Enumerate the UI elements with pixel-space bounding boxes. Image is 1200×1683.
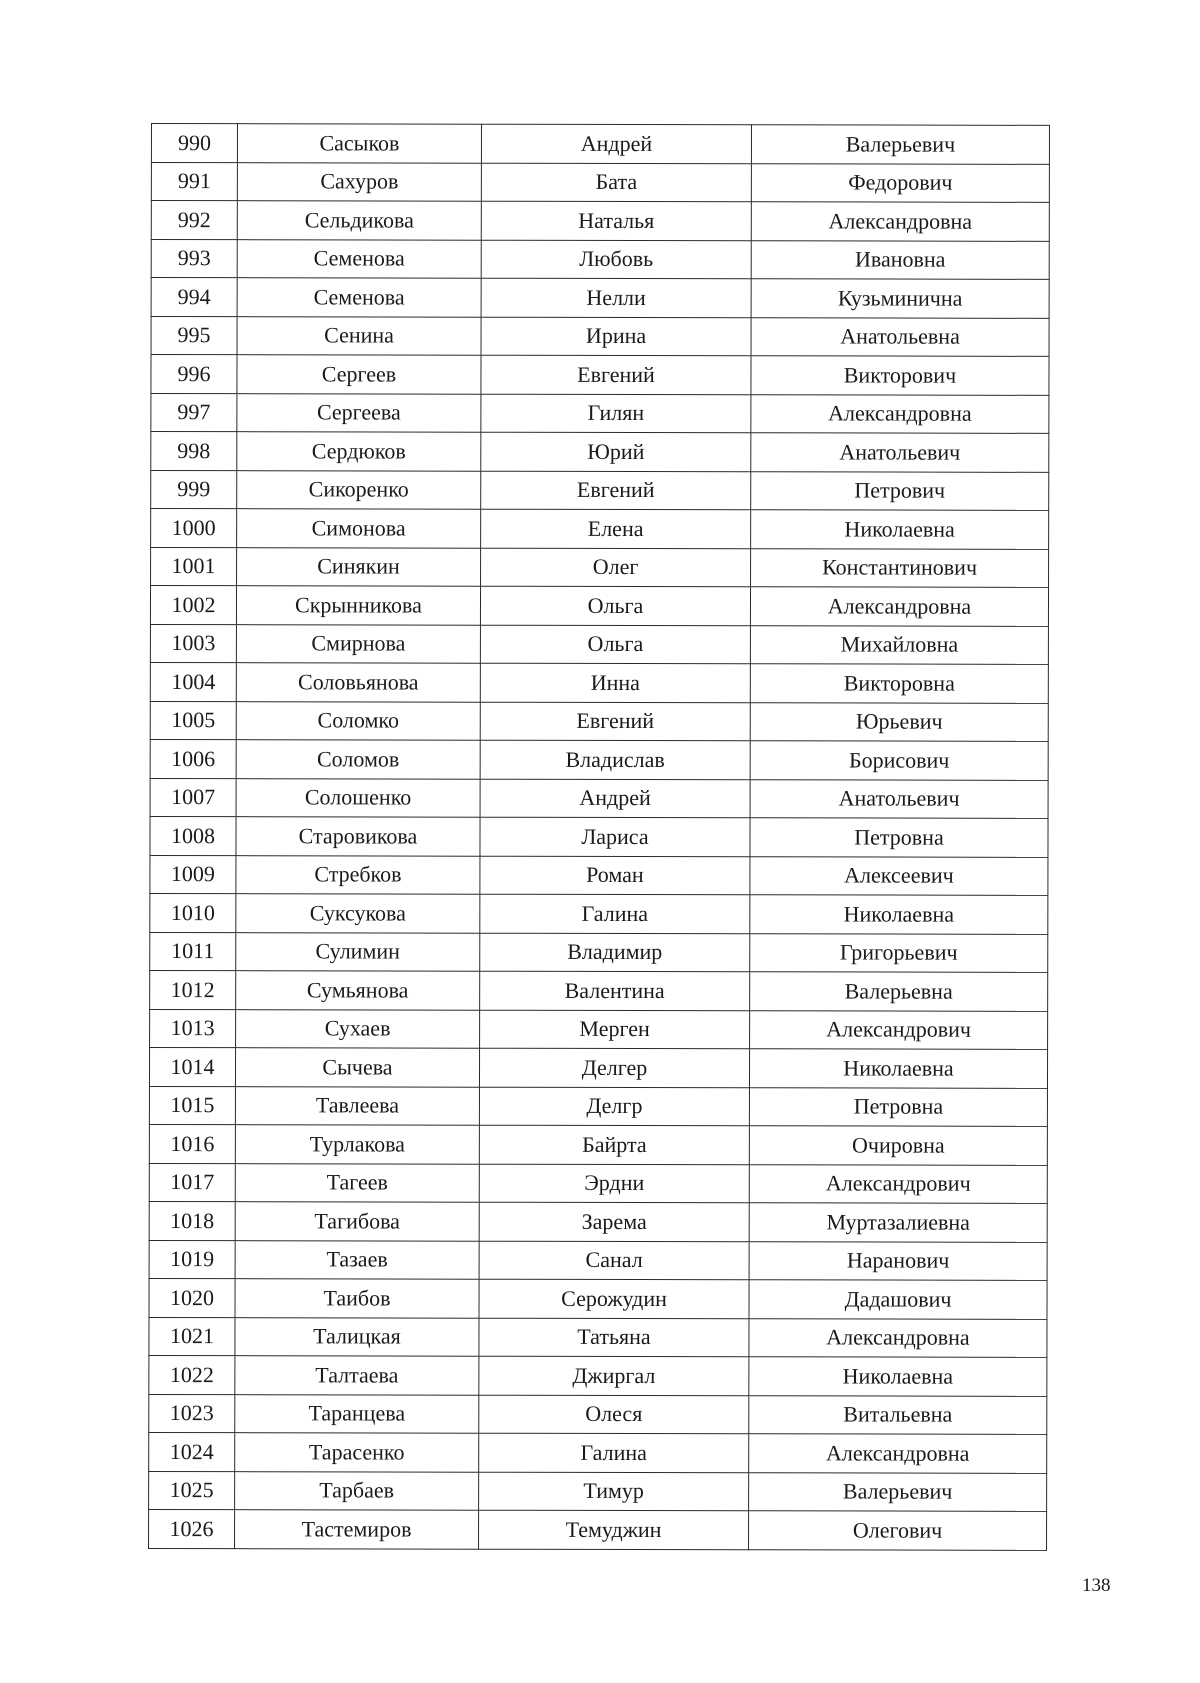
row-number-cell: 1011 [150,932,236,971]
row-number-cell: 999 [151,470,237,509]
table-row [150,893,1048,933]
first-name-cell: Роман [480,856,750,895]
patronymic-cell: Валерьевич [749,1472,1047,1511]
last-name-cell: Талицкая [235,1317,479,1356]
row-number-cell: 1016 [149,1124,235,1163]
last-name-cell: Талтаева [235,1356,479,1395]
last-name-cell: Сахуров [237,162,481,201]
last-name-cell: Таибов [235,1279,479,1318]
first-name-cell: Зарема [479,1202,749,1241]
patronymic-cell: Муртазалиевна [749,1203,1047,1242]
table-row [149,1394,1047,1434]
row-number-cell: 998 [151,432,237,471]
table-row [150,662,1048,702]
row-number-cell: 1015 [149,1086,235,1125]
table-row [151,124,1049,164]
table-row [151,316,1049,356]
table-row [151,201,1049,241]
table-row [149,1163,1047,1203]
row-number-cell: 997 [151,393,237,432]
last-name-cell: Сычева [235,1048,479,1087]
last-name-cell: Сулимин [236,932,480,971]
row-number-cell: 1002 [150,586,236,625]
patronymic-cell: Валерьевич [751,125,1049,164]
last-name-cell: Сумьянова [236,971,480,1010]
patronymic-cell: Очировна [749,1126,1047,1165]
row-number-cell: 1007 [150,778,236,817]
row-number-cell: 1008 [150,816,236,855]
row-number-cell: 1026 [149,1509,235,1548]
row-number-cell: 1019 [149,1240,235,1279]
page-number: 138 [1082,1575,1111,1596]
row-number-cell: 1021 [149,1317,235,1356]
table-row [150,816,1048,856]
table-row [151,509,1049,549]
row-number-cell: 996 [151,355,237,394]
patronymic-cell: Николаевна [749,1357,1047,1396]
patronymic-cell: Константинович [751,548,1049,587]
row-number-cell: 1000 [151,509,237,548]
first-name-cell: Бата [481,163,751,202]
patronymic-cell: Петрович [751,471,1049,510]
row-number-cell: 1020 [149,1278,235,1317]
row-number-cell: 993 [151,239,237,278]
first-name-cell: Ольга [480,586,750,625]
first-name-cell: Темуджин [479,1510,749,1549]
row-number-cell: 1013 [150,1009,236,1048]
table-row [151,432,1049,472]
last-name-cell: Синякин [237,547,481,586]
table-row [151,470,1049,510]
row-number-cell: 1010 [150,893,236,932]
first-name-cell: Гилян [481,394,751,433]
patronymic-cell: Олегович [749,1511,1047,1550]
first-name-cell: Елена [481,509,751,548]
patronymic-cell: Петровна [750,818,1048,857]
patronymic-cell: Борисович [750,741,1048,780]
table-row [149,1509,1047,1549]
patronymic-cell: Александрович [750,1010,1048,1049]
table-row [149,1471,1047,1511]
last-name-cell: Тарбаев [235,1471,479,1510]
row-number-cell: 1004 [150,662,236,701]
patronymic-cell: Анатольевич [751,433,1049,472]
patronymic-cell: Петровна [749,1087,1047,1126]
row-number-cell: 1025 [149,1471,235,1510]
last-name-cell: Турлакова [235,1125,479,1164]
table-row [149,1240,1047,1280]
patronymic-cell: Александровна [749,1434,1047,1473]
first-name-cell: Тимур [479,1472,749,1511]
first-name-cell: Лариса [480,817,750,856]
table-row [149,1201,1047,1241]
patronymic-cell: Анатольевич [750,779,1048,818]
first-name-cell: Байрта [479,1125,749,1164]
table-row [150,739,1048,779]
patronymic-cell: Алексеевич [750,856,1048,895]
table-row [149,1317,1047,1357]
table-row [149,1355,1047,1395]
last-name-cell: Соловьянова [236,663,480,702]
table-row [149,1086,1047,1126]
last-name-cell: Сельдикова [237,201,481,240]
last-name-cell: Тазаев [235,1240,479,1279]
row-number-cell: 1009 [150,855,236,894]
first-name-cell: Галина [479,1433,749,1472]
table-row [150,701,1048,741]
row-number-cell: 1022 [149,1355,235,1394]
last-name-cell: Сергеева [237,393,481,432]
last-name-cell: Сергеев [237,355,481,394]
row-number-cell: 1012 [150,970,236,1009]
table-row [151,547,1049,587]
patronymic-cell: Николаевна [749,1049,1047,1088]
patronymic-cell: Валерьевна [750,972,1048,1011]
last-name-cell: Тарасенко [235,1433,479,1472]
last-name-cell: Старовикова [236,817,480,856]
first-name-cell: Нелли [481,278,751,317]
last-name-cell: Соломко [236,701,480,740]
last-name-cell: Суксукова [236,894,480,933]
row-number-cell: 1014 [149,1047,235,1086]
first-name-cell: Санал [479,1241,749,1280]
last-name-cell: Скрынникова [236,586,480,625]
last-name-cell: Тагибова [235,1202,479,1241]
first-name-cell: Инна [480,663,750,702]
row-number-cell: 994 [151,278,237,317]
first-name-cell: Валентина [480,971,750,1010]
patronymic-cell: Кузьминична [751,279,1049,318]
patronymic-cell: Александровна [751,202,1049,241]
table-row [150,586,1048,626]
last-name-cell: Сенина [237,316,481,355]
first-name-cell: Владислав [480,740,750,779]
table-row [150,855,1048,895]
table-row [151,239,1049,279]
row-number-cell: 1006 [150,739,236,778]
patronymic-cell: Юрьевич [750,702,1048,741]
last-name-cell: Таранцева [235,1394,479,1433]
first-name-cell: Андрей [481,124,751,163]
first-name-cell: Владимир [480,933,750,972]
first-name-cell: Делгер [479,1048,749,1087]
first-name-cell: Юрий [481,432,751,471]
table-row [150,624,1048,664]
table-row [150,970,1048,1010]
table-row [151,278,1049,318]
first-name-cell: Татьяна [479,1318,749,1357]
last-name-cell: Тавлеева [235,1086,479,1125]
first-name-cell: Серожудин [479,1279,749,1318]
table-row [149,1278,1047,1318]
table-row [151,355,1049,395]
last-name-cell: Семенова [237,239,481,278]
last-name-cell: Солошенко [236,778,480,817]
patronymic-cell: Федорович [751,163,1049,202]
patronymic-cell: Михайловна [750,625,1048,664]
first-name-cell: Евгений [480,702,750,741]
first-name-cell: Любовь [481,240,751,279]
first-name-cell: Джиргал [479,1356,749,1395]
patronymic-cell: Николаевна [751,510,1049,549]
first-name-cell: Олег [481,548,751,587]
row-number-cell: 995 [151,316,237,355]
patronymic-cell: Витальевна [749,1395,1047,1434]
patronymic-cell: Александрович [749,1164,1047,1203]
row-number-cell: 1003 [150,624,236,663]
table-row [149,1047,1047,1087]
first-name-cell: Ольга [480,625,750,664]
last-name-cell: Смирнова [236,624,480,663]
roster-table-body [149,124,1050,1550]
patronymic-cell: Александровна [751,394,1049,433]
table-row [150,778,1048,818]
patronymic-cell: Анатольевна [751,317,1049,356]
patronymic-cell: Ивановна [751,240,1049,279]
last-name-cell: Стребков [236,855,480,894]
table-row [150,1009,1048,1049]
first-name-cell: Андрей [480,779,750,818]
table-row [149,1124,1047,1164]
row-number-cell: 1024 [149,1432,235,1471]
patronymic-cell: Григорьевич [750,933,1048,972]
patronymic-cell: Дадашович [749,1280,1047,1319]
row-number-cell: 1017 [149,1163,235,1202]
first-name-cell: Делгр [479,1087,749,1126]
first-name-cell: Наталья [481,201,751,240]
row-number-cell: 991 [151,162,237,201]
last-name-cell: Сикоренко [237,470,481,509]
first-name-cell: Эрдни [479,1164,749,1203]
first-name-cell: Олеся [479,1395,749,1434]
patronymic-cell: Викторовна [750,664,1048,703]
first-name-cell: Мерген [480,1010,750,1049]
row-number-cell: 1018 [149,1201,235,1240]
patronymic-cell: Николаевна [750,895,1048,934]
row-number-cell: 990 [151,124,237,163]
last-name-cell: Тастемиров [235,1510,479,1549]
row-number-cell: 1001 [151,547,237,586]
last-name-cell: Тагеев [235,1163,479,1202]
last-name-cell: Симонова [237,509,481,548]
last-name-cell: Соломов [236,740,480,779]
patronymic-cell: Викторович [751,356,1049,395]
row-number-cell: 1023 [149,1394,235,1433]
first-name-cell: Галина [480,894,750,933]
roster-table [148,123,1050,1550]
first-name-cell: Евгений [481,471,751,510]
patronymic-cell: Александровна [749,1318,1047,1357]
table-row [151,162,1049,202]
table-row [149,1432,1047,1472]
last-name-cell: Сердюков [237,432,481,471]
last-name-cell: Сасыков [237,124,481,163]
patronymic-cell: Наранович [749,1241,1047,1280]
row-number-cell: 1005 [150,701,236,740]
last-name-cell: Сухаев [236,1009,480,1048]
patronymic-cell: Александровна [750,587,1048,626]
table-row [150,932,1048,972]
row-number-cell: 992 [151,201,237,240]
last-name-cell: Семенова [237,278,481,317]
first-name-cell: Евгений [481,355,751,394]
table-row [151,393,1049,433]
first-name-cell: Ирина [481,317,751,356]
